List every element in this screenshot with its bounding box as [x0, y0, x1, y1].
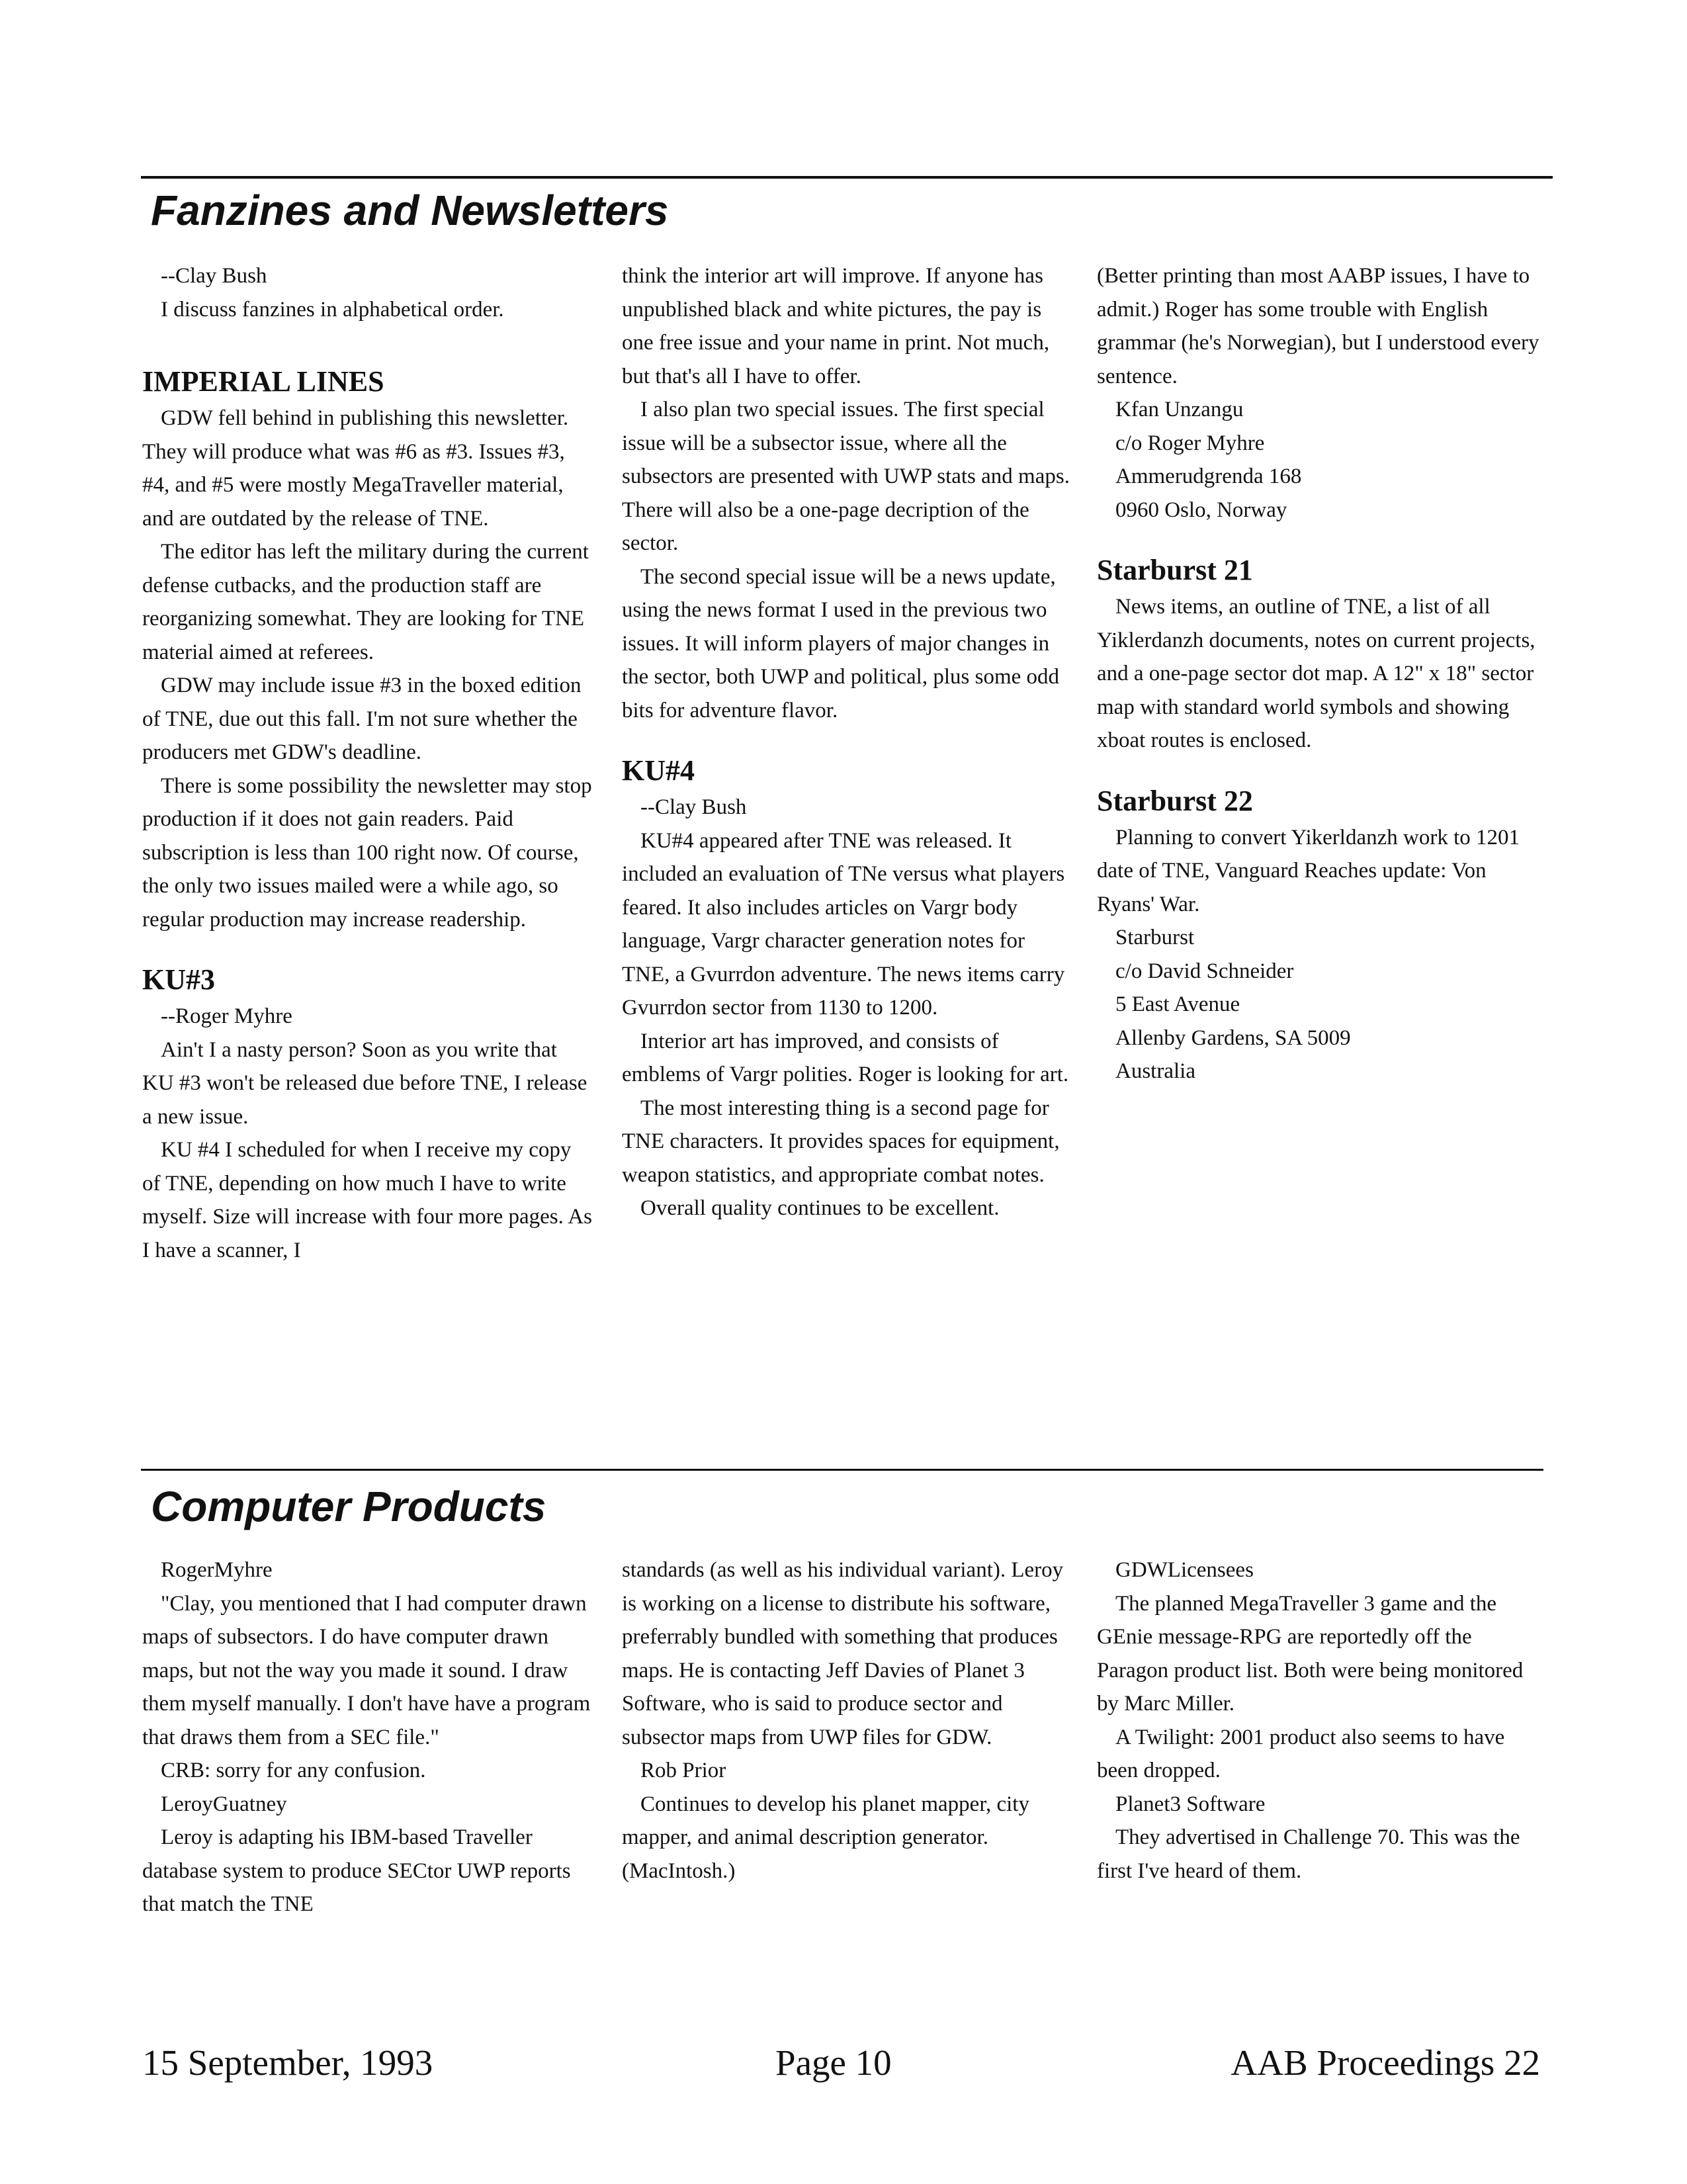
- middle-rule: [141, 1469, 1543, 1471]
- company-name: GDWLicensees: [1115, 1558, 1254, 1582]
- paragraph: Planning to convert Yikerldanzh work to 1201 date of TNE, Vanguard Reaches update: Von Ryans' War.: [1097, 825, 1520, 916]
- fanzines-column-3: [1097, 259, 1547, 1088]
- company-name: Planet3 Software: [1115, 1792, 1266, 1816]
- heading-starburst-21: Starburst 21: [1097, 554, 1253, 586]
- paragraph: Continues to develop his planet mapper, city mapper, and animal description generator. (MacIntosh.): [622, 1792, 1029, 1883]
- section-title-fanzines: Fanzines and Newsletters: [151, 187, 669, 234]
- heading-ku3: KU#3: [142, 963, 215, 996]
- person-name: LeroyGuatney: [161, 1792, 287, 1816]
- ku4-author: --Clay Bush: [640, 795, 747, 819]
- intro-author: --Clay Bush: [161, 264, 267, 288]
- section-title-computer-products: Computer Products: [151, 1483, 546, 1530]
- paragraph: The most interesting thing is a second page for TNE characters. It provides spaces for equipment, weapon statistics, and appropriate combat notes.: [622, 1096, 1060, 1187]
- paragraph: The planned MegaTraveller 3 game and the GEnie message-RPG are reportedly off the Paragon product list. Both were being monitored by Marc Miller.: [1097, 1591, 1524, 1716]
- address-line: Kfan Unzangu: [1115, 398, 1244, 421]
- paragraph: Leroy is adapting his IBM-based Traveller database system to produce SECtor UWP reports that match the TNE: [142, 1825, 571, 1916]
- person-name: Rob Prior: [640, 1759, 726, 1782]
- paragraph: standards (as well as his individual variant). Leroy is working on a license to distribute his software, preferrably bundled with something that produces maps. He is contacting Jeff Davies of Planet 3 Software, who is said to produce sector and subsector maps from UWP files for GDW.: [622, 1558, 1064, 1749]
- paragraph: Ain't I a nasty person? Soon as you write that KU #3 won't be released due before TNE, I release a new issue.: [142, 1037, 587, 1129]
- paragraph: KU#4 appeared after TNE was released. It included an evaluation of TNe versus what players feared. It also includes articles on Vargr body language, Vargr character generation notes for TNE, a Gvurrdon adventure. The news items carry Gvurrdon sector from 1130 to 1200.: [622, 828, 1065, 1020]
- intro-text: I discuss fanzines in alphabetical order.: [161, 297, 504, 322]
- paragraph: (Better printing than most AABP issues, I have to admit.) Roger has some trouble with English grammar (he's Norwegian), but I understood every sentence.: [1097, 264, 1539, 388]
- paragraph: Overall quality continues to be excellent.: [640, 1196, 1000, 1220]
- paragraph: The editor has left the military during the current defense cutbacks, and the production staff are reorganizing somewhat. They are looking for TNE material aimed at referees.: [142, 540, 589, 664]
- footer-page-number: Page 10: [775, 2042, 892, 2083]
- address-line: Australia: [1115, 1059, 1195, 1083]
- address-line: 0960 Oslo, Norway: [1115, 498, 1287, 522]
- paragraph: The second special issue will be a news update, using the news format I used in the previous two issues. It will inform players of major changes in the sector, both UWP and political, plus some odd bits for adventure flavor.: [622, 564, 1060, 722]
- paragraph: News items, an outline of TNE, a list of all Yiklerdanzh documents, notes on current projects, and a one-page sector dot map. A 12" x 18" sector map with standard world symbols and showing xboat routes is enclosed.: [1097, 595, 1536, 752]
- footer-date: 15 September, 1993: [142, 2042, 433, 2083]
- paragraph: There is some possibility the newsletter may stop production if it does not gain readers. Paid subscription is less than 100 right now. Of course, the only two issues mailed were a while ago, so regular production may increase readership.: [142, 773, 592, 932]
- paragraph: KU #4 I scheduled for when I receive my copy of TNE, depending on how much I have to write myself. Size will increase with four more pages. As I have a scanner, I: [142, 1138, 592, 1262]
- paragraph: I also plan two special issues. The first special issue will be a subsector issue, where all the subsectors are presented with UWP stats and maps. There will also be a one-page decription of the sector.: [622, 398, 1070, 555]
- paragraph: They advertised in Challenge 70. This was the first I've heard of them.: [1097, 1825, 1520, 1883]
- footer-publication: AAB Proceedings 22: [1231, 2042, 1540, 2083]
- address-line: Starburst: [1115, 926, 1195, 949]
- address-line: c/o Roger Myhre: [1115, 431, 1265, 455]
- paragraph: think the interior art will improve. If anyone has unpublished black and white pictures, the pay is one free issue and your name in print. Not much, but that's all I have to offer.: [622, 264, 1050, 388]
- fanzines-column-2: [622, 259, 1072, 1225]
- address-line: Ammerudgrenda 168: [1115, 464, 1302, 488]
- heading-imperial-lines: IMPERIAL LINES: [142, 365, 384, 398]
- ku3-author: --Roger Myhre: [161, 1004, 292, 1028]
- address-line: 5 East Avenue: [1115, 992, 1240, 1016]
- paragraph: Interior art has improved, and consists of emblems of Vargr polities. Roger is looking for art.: [622, 1029, 1069, 1086]
- paragraph: GDW may include issue #3 in the boxed edition of TNE, due out this fall. I'm not sure whether the producers met GDW's deadline.: [142, 674, 582, 764]
- computer-column-3: [1097, 1553, 1547, 1888]
- computer-column-2: [622, 1553, 1072, 1888]
- heading-ku4: KU#4: [622, 754, 695, 787]
- person-name: RogerMyhre: [161, 1558, 273, 1582]
- address-line: Allenby Gardens, SA 5009: [1115, 1026, 1351, 1050]
- address-line: c/o David Schneider: [1115, 959, 1294, 983]
- top-rule: [141, 176, 1553, 179]
- computer-column-1: [142, 1553, 592, 1921]
- paragraph: CRB: sorry for any confusion.: [161, 1759, 426, 1782]
- paragraph: "Clay, you mentioned that I had computer drawn maps of subsectors. I do have computer drawn maps, but not the way you made it sound. I draw them myself manually. I don't have have a program that draws them from a SEC file.": [142, 1591, 591, 1749]
- paragraph: GDW fell behind in publishing this newsletter. They will produce what was #6 as #3. Issues #3, #4, and #5 were mostly MegaTraveller material, and are outdated by the release of TNE.: [142, 406, 569, 531]
- paragraph: A Twilight: 2001 product also seems to have been dropped.: [1097, 1725, 1505, 1782]
- heading-starburst-22: Starburst 22: [1097, 784, 1253, 817]
- fanzines-column-1: [142, 259, 592, 1267]
